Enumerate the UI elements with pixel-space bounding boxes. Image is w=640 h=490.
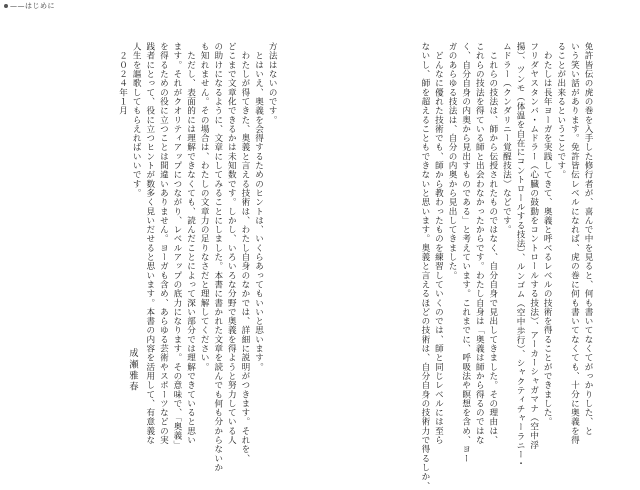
- text-line: どこまで文章化できるかは未知数です。しかし、いろいろな分野で奥義を得ようと努力している人: [226, 42, 237, 445]
- text-line: く、自分自身の内奥から見出すものである」と考えています。これまでに、呼吸法や瞑想を含め、ヨー: [460, 42, 471, 463]
- text-line: 免許皆伝の虎の巻を入手した修行者が、喜んで中を見ると、何も書いてなくてがっかりした、と: [583, 42, 593, 436]
- text-line: を得るための役に立つことは間違いありません。ヨーガも含め、あらゆる芸術やスポーツなどの実: [158, 42, 169, 445]
- text-line: 方法はないのです。: [267, 42, 278, 125]
- text-line: ムドラー（クンダリニー覚醒技法）などです。: [501, 42, 512, 235]
- text-line: ます。それがクオリティアップにつながり、レベルアップの底力になります。その意味で、「奥義」: [171, 42, 182, 450]
- text-line: の助けになるように、文章にしてみることにしました。本書に書かれた文章を読んでも何も分からないか: [212, 42, 223, 473]
- text-line: わたしが得てきた、奥義と言える技術は、わたし自身のなかでは、詳細に説明がつきます。それを、: [239, 42, 250, 463]
- text-line: ただし、表面的には理解できなくても、読んだことによって深い部分では理解できていると思い: [185, 42, 196, 445]
- text-line: 践者にとって、役に立つヒントが数多く見いだせると思います。本書の内容を活用して、有意義な: [144, 42, 155, 445]
- text-line: どんなに優れた技術でも、師から教わったものを練習していくのでは、師と同じレベルには至ら: [433, 42, 444, 445]
- text-line: 人生を謳歌してもらえればいいです。: [131, 42, 142, 198]
- text-line: これらの技法を得ている師と出会わなかったからです。わたし自身は「奥義は師から得るのではな: [474, 42, 485, 445]
- running-head: [4, 2, 55, 11]
- preface-text-left: [115, 42, 278, 473]
- text-line: も知れません。その場合は、わたしの文章力の足りなさだと理解してください。: [199, 42, 210, 372]
- text-line: とはいえ、奥義を会得するためのヒントは、いくらあってもいいと思います。: [253, 42, 264, 372]
- text-line: 揚）、ツンモ（体温を自在にコントロールする技法）、ルンゴム（空中歩行）、シャクティチャーラニー・: [515, 42, 526, 469]
- preface-text-right: [417, 42, 594, 490]
- author-signature: 成瀬雅春: [127, 348, 138, 393]
- text-line: わたしは長年ヨーガを実践してきて、奥義と呼べるレベルの技術を得ることができました。: [542, 42, 553, 427]
- text-line: ることが出来るということです。: [555, 42, 566, 180]
- text-line: ないし、師を超えることもできないと思います。奥義と言えるほどの技術は、自分自身の技術力で得るしか、: [419, 42, 430, 490]
- text-line: これらの技法は、師から伝授されたものではなく、自分自身で見出してきました。その理由は、: [487, 42, 498, 445]
- text-line: フリダヤスタンバ・ムドラー（心臓の鼓動をコントロールする技法）、アーカーシャガマナ（空中浮: [528, 42, 539, 450]
- text-line: いう笑い話があります。免許皆伝レベルになれば、虎の巻に何も書いてなくても、十分に奥義を得: [569, 42, 580, 445]
- text-line: ガのあらゆる技法は、自分の内奥から見出してきました。: [447, 42, 458, 280]
- bullet-icon: [4, 4, 8, 8]
- running-head-text: ——はじめに: [10, 2, 55, 10]
- text-line: ２０２４年１月: [117, 42, 128, 116]
